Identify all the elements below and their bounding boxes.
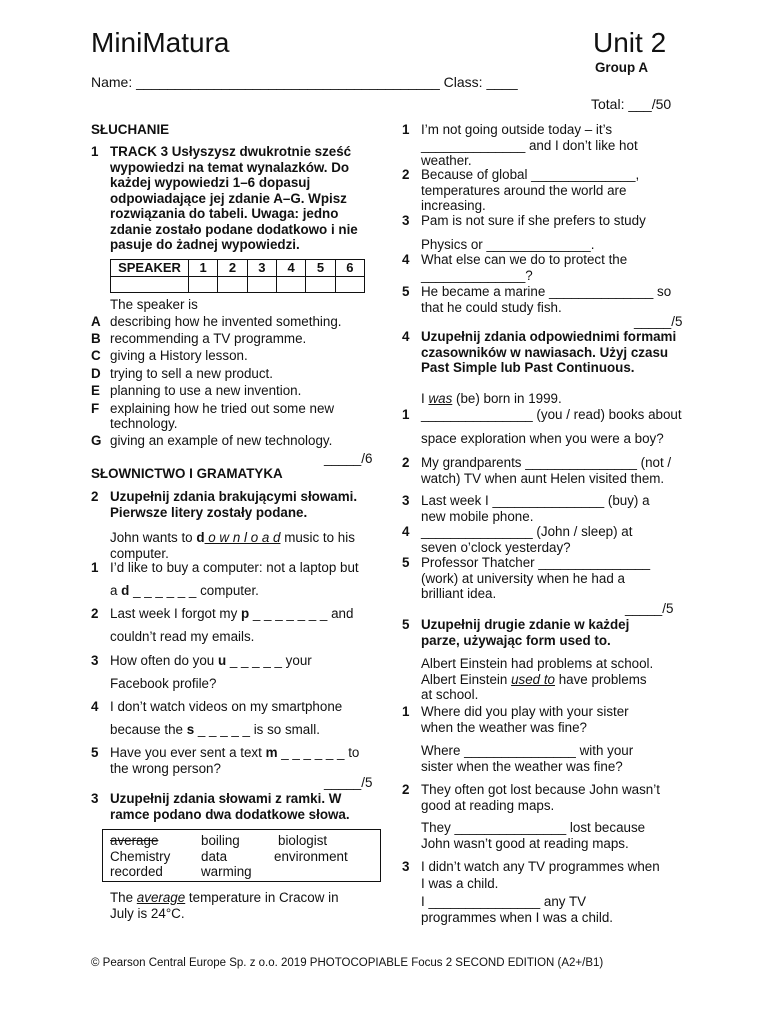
word-warming: warming [201,864,252,879]
word-boiling: boiling [201,833,240,848]
exercise-3-example-line2: July is 24°C. [110,905,185,921]
option-g: G giving an example of new technology. [91,432,333,448]
answer-cell-4[interactable] [276,276,305,292]
speaker-lead: The speaker is [110,297,198,312]
exercise-4-example: I was (be) born in 1999. [421,391,562,406]
exercise-3-score: _____/5 [634,314,683,329]
speaker-header: SPEAKER [111,260,189,277]
exercise-4-score: _____/5 [625,601,674,616]
unit-label: Unit 2 [593,27,667,58]
word-chemistry: Chemistry [110,848,171,864]
total-score: Total: ___/50 [591,96,672,112]
answer-cell-1[interactable] [189,276,218,292]
exercise-5-example-line1: Albert Einstein had problems at school. [421,656,654,671]
word-average: average [110,833,159,848]
options-list [91,314,381,450]
exercise-3-instruction: Uzupełnij zdania słowami z ramki. W ramce podano dwa dodatkowe słowa. [110,791,350,822]
option-a: A describing how he invented something. [91,314,342,329]
exercise-1-score: _____/6 [324,451,373,466]
exercise-1-number: 1 [91,144,99,159]
name-class-line: Name: _______________________________________ Class: ____ [91,74,518,90]
exercise-2-number: 2 [91,489,99,504]
speaker-col-1: 1 [189,260,218,277]
option-b: B recommending a TV programme. [91,331,307,346]
answer-label-cell [111,276,189,292]
speaker-col-5: 5 [306,260,335,277]
word-biologist: biologist [278,833,328,848]
word-recorded: recorded [110,864,163,879]
word-box [102,829,381,882]
speaker-table [110,259,365,293]
answer-cell-3[interactable] [247,276,276,292]
exercise-2-example: John wants to d o w n l o a d music to his computer. [110,530,355,561]
speaker-col-3: 3 [247,260,276,277]
exercise-1-instruction: TRACK 3 Usłyszysz dwukrotnie sześć wypowiedzi na temat wynalazków. Do każdej wypowiedzi 1–6 dopasuj odpowiadające jej zdanie A–G. Wpisz rozwiązania do tabeli. Uwaga: jedno zdanie zostało podane dodatkowo i nie pasuje do żadnej wypowiedzi. [110,144,358,252]
exercise-3-number: 3 [91,791,99,806]
example-answer-used-to: used to [511,671,555,687]
exercise-4-instruction: Uzupełnij zdania odpowiednimi formami czasowników w nawiasach. Użyj czasu Past Simple lub Past Continuous. [421,329,677,375]
exercise-5-instruction: Uzupełnij drugie zdanie w każdej parze, używając form used to. [421,617,630,648]
answer-cell-2[interactable] [218,276,247,292]
option-e: E planning to use a new invention. [91,383,302,398]
exercise-5-example-line3: at school. [421,687,479,702]
exercise-4-number: 4 [402,329,410,344]
word-environment: environment [274,848,348,864]
word-data: data [201,848,228,864]
answer-cell-6[interactable] [335,276,364,292]
example-answer: o w n l o a d [204,530,281,545]
exercise-2-score: _____/5 [324,775,373,790]
option-d: D trying to sell a new product. [91,365,274,381]
page-title: MiniMatura [91,27,230,58]
speaker-col-6: 6 [335,260,364,277]
exercise-2-instruction: Uzupełnij zdania brakującymi słowami. Pierwsze litery zostały podane. [110,489,358,520]
section-listening: SŁUCHANIE [91,122,170,137]
section-vocab-grammar: SŁOWNICTWO I GRAMATYKA [91,466,283,481]
exercise-5-number: 5 [402,617,410,632]
speaker-col-2: 2 [218,260,247,277]
footer-copyright: © Pearson Central Europe Sp. z o.o. 2019 PHOTOCOPIABLE Focus 2 SECOND EDITION (A2+/B1) [91,957,604,969]
speaker-table-header [111,260,365,277]
group-label: Group A [595,60,649,75]
exercise-5-example-line2: Albert Einstein used to have problems [421,671,647,687]
exercise-3-example: The average temperature in Cracow in [110,890,339,905]
option-f: F explaining how he tried out some new technology. [91,400,335,431]
option-c: C giving a History lesson. [91,348,248,363]
answer-cell-5[interactable] [306,276,335,292]
example-answer-average: average [136,890,186,905]
answer-row [111,276,365,292]
speaker-col-4: 4 [276,260,305,277]
example-answer-was: was [428,391,453,406]
